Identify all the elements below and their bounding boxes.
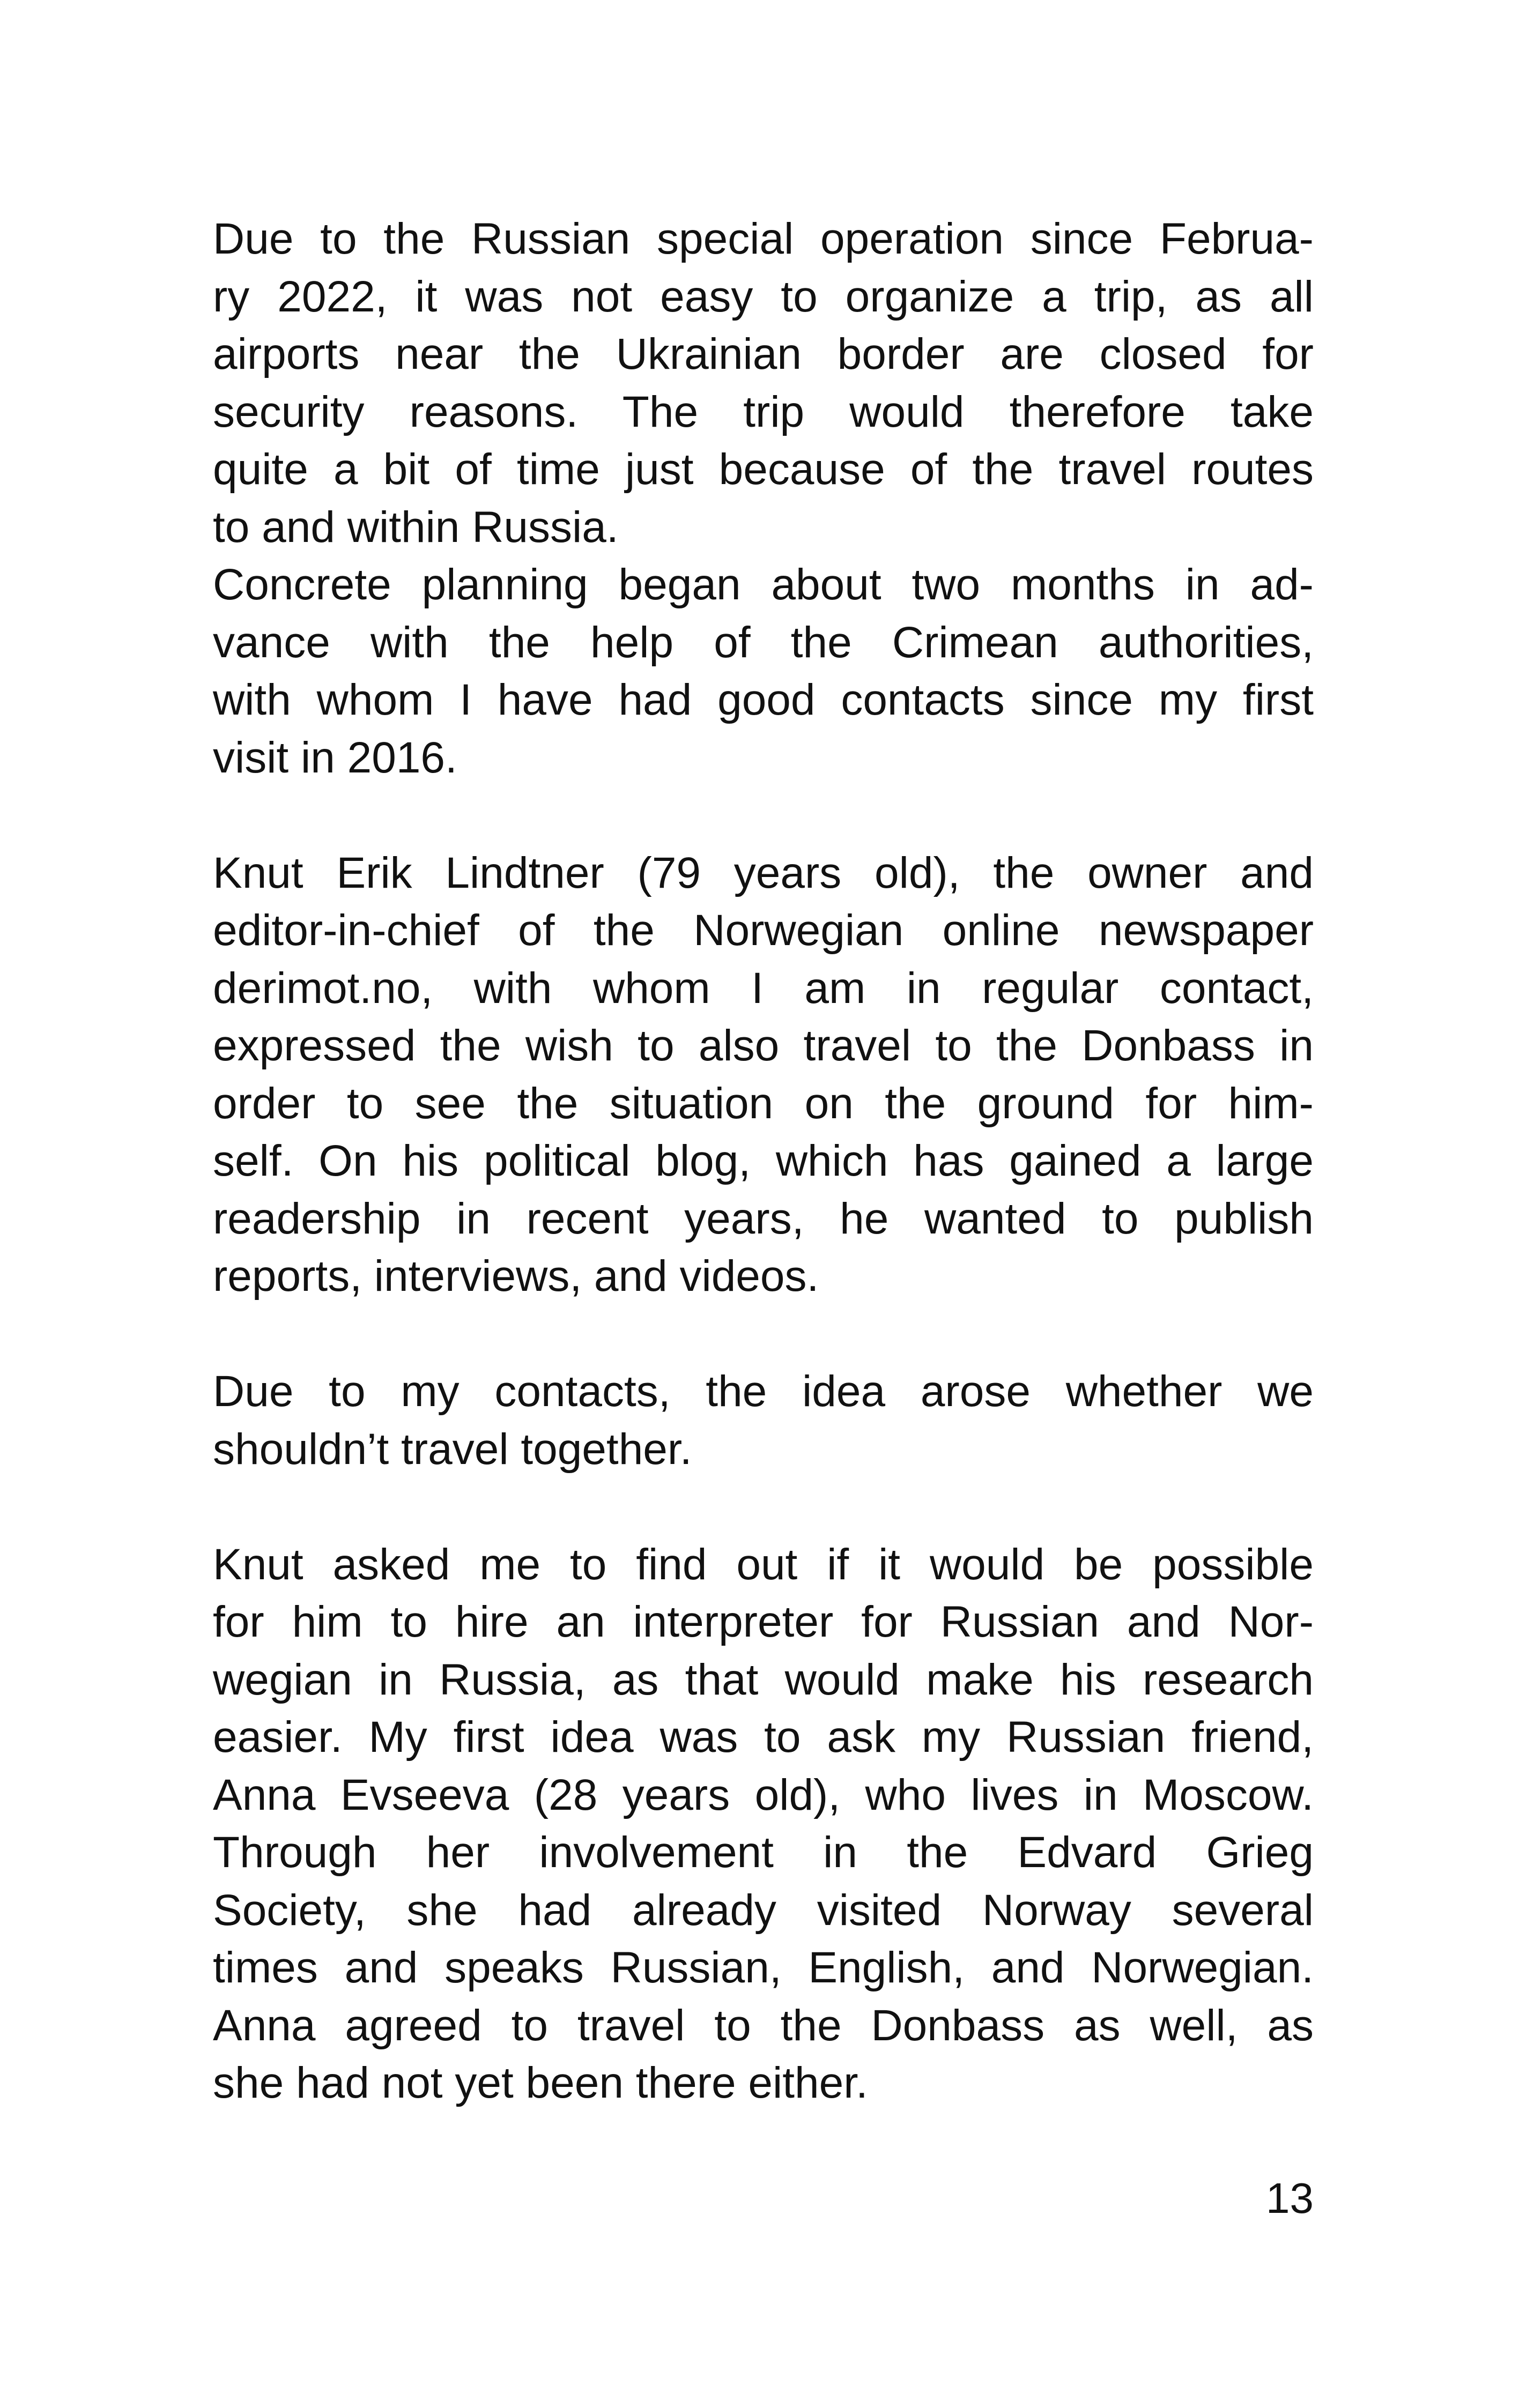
text-line: Anna agreed to travel to the Donbass as well, as [213, 2001, 1314, 2050]
paragraph [213, 1363, 1314, 1478]
text-line: she had not yet been there either. [213, 2058, 868, 2107]
text-line: derimot.no, with whom I am in regular contact, [213, 963, 1314, 1013]
text-line: with whom I have had good contacts since my first [213, 675, 1314, 724]
text-line: vance with the help of the Crimean authorities, [213, 618, 1314, 667]
paragraph-gap [213, 1478, 1314, 1536]
text-line: to and within Russia. [213, 502, 619, 552]
text-line: Anna Evseeva (28 years old), who lives in Moscow. [213, 1770, 1314, 1819]
text-line: shouldn’t travel together. [213, 1424, 692, 1474]
text-line: self. On his political blog, which has gained a large [213, 1136, 1314, 1185]
text-line: order to see the situation on the ground for him- [213, 1079, 1314, 1128]
paragraph-gap [213, 1305, 1314, 1363]
text-line: Knut Erik Lindtner (79 years old), the owner and [213, 848, 1314, 897]
page-number: 13 [1266, 2174, 1314, 2222]
text-line: Due to my contacts, the idea arose whether we [213, 1367, 1314, 1416]
paragraph-gap [213, 786, 1314, 844]
text-line: Concrete planning began about two months in ad- [213, 560, 1314, 609]
text-line: wegian in Russia, as that would make his research [213, 1655, 1314, 1704]
text-line: Due to the Russian special operation since Februa- [213, 214, 1314, 263]
text-line: security reasons. The trip would therefore take [213, 387, 1314, 436]
text-line: expressed the wish to also travel to the Donbass in [213, 1021, 1314, 1070]
text-line: reports, interviews, and videos. [213, 1252, 819, 1300]
paragraph [213, 844, 1314, 1305]
paragraph [213, 210, 1314, 556]
text-line: visit in 2016. [213, 733, 457, 782]
paragraph [213, 1536, 1314, 2112]
text-line: airports near the Ukrainian border are closed for [213, 330, 1314, 378]
text-line: easier. My first idea was to ask my Russian friend, [213, 1713, 1314, 1762]
text-line: Society, she had already visited Norway several [213, 1885, 1314, 1935]
text-line: Through her involvement in the Edvard Grieg [213, 1828, 1314, 1877]
text-line: quite a bit of time just because of the travel routes [213, 445, 1314, 494]
text-line: editor-in-chief of the Norwegian online newspaper [213, 906, 1314, 955]
text-line: readership in recent years, he wanted to publish [213, 1194, 1314, 1243]
paragraph [213, 556, 1314, 786]
body-text [213, 210, 1314, 2112]
text-line: ry 2022, it was not easy to organize a trip, as all [213, 272, 1314, 321]
text-line: times and speaks Russian, English, and Norwegian. [213, 1943, 1314, 1992]
text-line: for him to hire an interpreter for Russian and Nor- [213, 1597, 1314, 1646]
text-line: Knut asked me to find out if it would be possible [213, 1540, 1314, 1589]
